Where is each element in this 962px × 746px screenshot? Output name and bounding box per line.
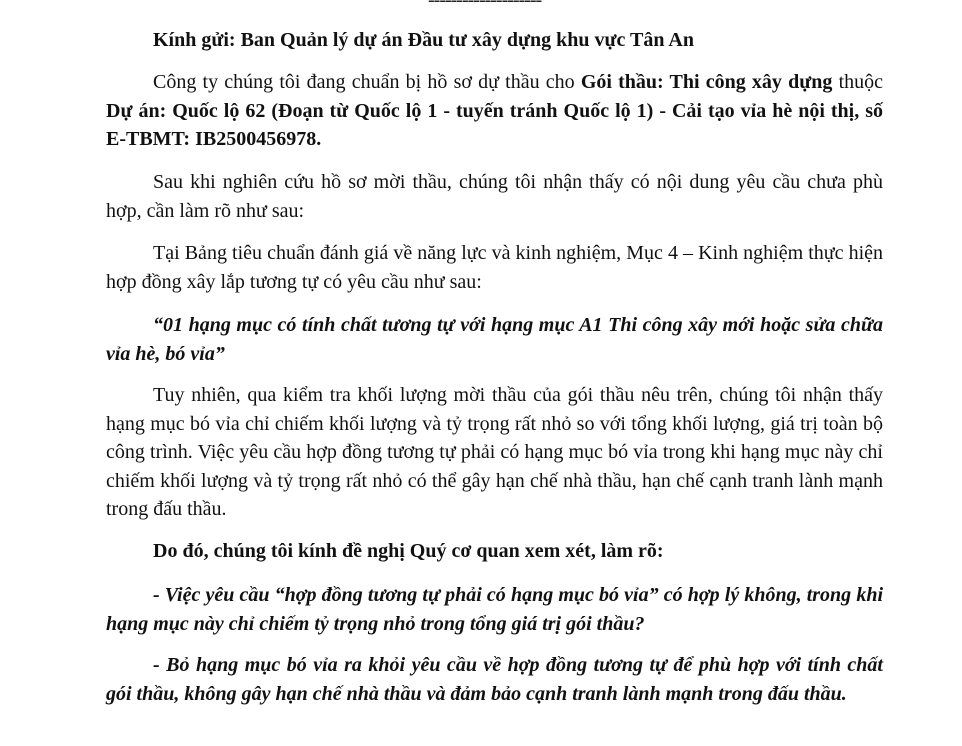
salutation: Kính gửi: Ban Quản lý dự án Đầu tư xây dựng khu vực Tân An [153, 29, 694, 51]
package-name: Gói thầu: Thi công xây dựng [580, 71, 833, 93]
intro-connector: thuộc [832, 71, 883, 93]
study-paragraph: Sau khi nghiên cứu hồ sơ mời thầu, chúng tôi nhận thấy có nội dung yêu cầu chưa phù hợp, cần làm rõ như sau: [106, 171, 883, 222]
requirement-quote: “01 hạng mục có tính chất tương tự với hạng mục A1 Thi công xây mới hoặc sửa chữa vỉa hè, bó vỉa” [106, 314, 883, 365]
request-paragraph: Do đó, chúng tôi kính đề nghị Quý cơ quan xem xét, làm rõ: [153, 540, 664, 562]
intro-paragraph [106, 68, 883, 154]
intro-lead: Công ty chúng tôi đang chuẩn bị hồ sơ dự thầu cho [153, 71, 581, 93]
however-paragraph: Tuy nhiên, qua kiểm tra khối lượng mời thầu của gói thầu nêu trên, chúng tôi nhận thấy hạng mục bó vỉa chỉ chiếm khối lượng và tỷ trọng rất nhỏ so với tổng khối lượng, giá trị toàn bộ công trình. Việc yêu cầu hợp đồng tương tự phải có hạng mục bó vỉa trong khi hạng mục này chỉ chiếm khối lượng và tỷ trọng rất nhỏ có thể gây hạn chế nhà thầu, hạn chế cạnh tranh lành mạnh trong đấu thầu. [106, 384, 883, 520]
criteria-paragraph: Tại Bảng tiêu chuẩn đánh giá về năng lực và kinh nghiệm, Mục 4 – Kinh nghiệm thực hiện hợp đồng xây lắp tương tự có yêu cầu như sau: [106, 242, 883, 293]
question-item: - Việc yêu cầu “hợp đồng tương tự phải có hạng mục bó vỉa” có hợp lý không, trong khi hạng mục này chỉ chiếm tỷ trọng nhỏ trong tổng giá trị gói thầu? [106, 584, 883, 635]
project-name: Dự án: Quốc lộ 62 (Đoạn từ Quốc lộ 1 - tuyến tránh Quốc lộ 1) - Cải tạo vỉa hè nội thị, số E-TBMT: IB2500456978. [106, 99, 883, 150]
question-item: - Bỏ hạng mục bó vỉa ra khỏi yêu cầu về hợp đồng tương tự để phù hợp với tính chất gói thầu, không gây hạn chế nhà thầu và đảm bảo cạnh tranh lành mạnh trong đấu thầu. [106, 654, 883, 705]
header-rule: -------------------- [428, 0, 542, 11]
